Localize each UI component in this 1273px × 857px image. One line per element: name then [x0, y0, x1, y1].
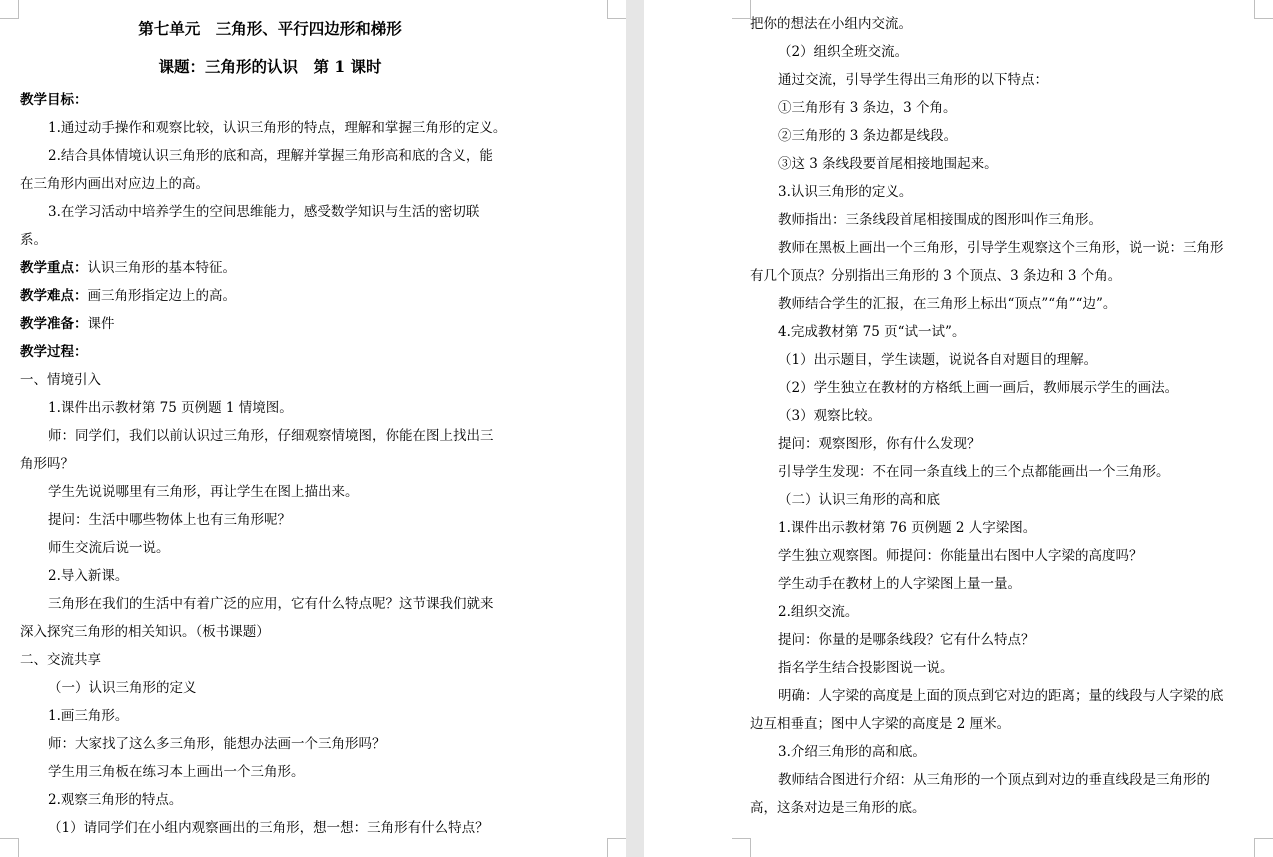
- paragraph: 3.在学习活动中培养学生的空间思维能力，感受数学知识与生活的密切联: [48, 204, 480, 220]
- paragraph: 2.结合具体情境认识三角形的底和高，理解并掌握三角形高和底的含义，能: [48, 148, 493, 164]
- paragraph: （1）出示题目，学生读题，说说各自对题目的理解。: [778, 352, 1098, 368]
- paragraph: 提问：你量的是哪条线段？它有什么特点？: [778, 632, 1035, 648]
- section-heading: 一、情境引入: [20, 372, 101, 388]
- paragraph: 提问：观察图形，你有什么发现？: [778, 436, 981, 452]
- paragraph: 通过交流，引导学生得出三角形的以下特点：: [778, 72, 1048, 88]
- subsection-heading: （一）认识三角形的定义: [48, 680, 197, 696]
- difficult-point-label: 教学难点：: [20, 288, 88, 304]
- heading-process-text: 教学过程：: [20, 344, 88, 360]
- paragraph: 有几个顶点？分别指出三角形的 3 个顶点、3 条边和 3 个角。: [750, 268, 1122, 284]
- paragraph: 1.画三角形。: [48, 708, 129, 724]
- page-corner-mark: [607, 838, 626, 857]
- paragraph: 3.介绍三角形的高和底。: [778, 744, 926, 760]
- list-item: ①三角形有 3 条边，3 个角。: [778, 100, 957, 116]
- page-corner-mark: [1254, 838, 1273, 857]
- paragraph: 把你的想法在小组内交流。: [750, 16, 912, 32]
- page-corner-mark: [732, 0, 751, 19]
- paragraph: 2.观察三角形的特点。: [48, 792, 183, 808]
- paragraph: 师生交流后说一说。: [48, 540, 170, 556]
- paragraph: 学生独立观察图。师提问：你能量出右图中人字梁的高度吗？: [778, 548, 1143, 564]
- lesson-title: 课题：三角形的认识 第 1 课时: [158, 57, 382, 76]
- paragraph: 3.认识三角形的定义。: [778, 184, 913, 200]
- paragraph: 边互相垂直；图中人字梁的高度是 2 厘米。: [750, 716, 1011, 732]
- difficult-point-text: 画三角形指定边上的高。: [87, 288, 236, 304]
- page-corner-mark: [0, 0, 19, 19]
- document-page-right: [644, 0, 1273, 857]
- unit-title: 第七单元 三角形、平行四边形和梯形: [138, 19, 402, 38]
- paragraph: 教师指出：三条线段首尾相接围成的图形叫作三角形。: [778, 212, 1102, 228]
- paragraph: 1.通过动手操作和观察比较，认识三角形的特点，理解和掌握三角形的定义。: [48, 120, 507, 136]
- page-corner-mark: [0, 838, 19, 857]
- paragraph: 1.课件出示教材第 76 页例题 2 人字梁图。: [778, 520, 1037, 536]
- key-point: [20, 258, 236, 278]
- paragraph: 学生动手在教材上的人字梁图上量一量。: [778, 576, 1021, 592]
- paragraph: 1.课件出示教材第 75 页例题 1 情境图。: [48, 400, 293, 416]
- preparation-text: 课件: [87, 316, 115, 332]
- subsection-heading: （二）认识三角形的高和底: [778, 492, 940, 508]
- difficult-point: [20, 286, 236, 306]
- paragraph: 提问：生活中哪些物体上也有三角形呢？: [48, 512, 291, 528]
- preparation: [20, 314, 115, 334]
- key-point-label: 教学重点：: [20, 260, 88, 276]
- paragraph: 高，这条对边是三角形的底。: [750, 800, 926, 816]
- paragraph: 教师结合图进行介绍：从三角形的一个顶点到对边的垂直线段是三角形的: [778, 772, 1210, 788]
- paragraph: 指名学生结合投影图说一说。: [778, 660, 954, 676]
- section-heading: 二、交流共享: [20, 652, 101, 668]
- paragraph: 学生用三角板在练习本上画出一个三角形。: [48, 764, 305, 780]
- paragraph: 教师在黑板上画出一个三角形，引导学生观察这个三角形，说一说：三角形: [778, 240, 1224, 256]
- paragraph: 三角形在我们的生活中有着广泛的应用，它有什么特点呢？这节课我们就来: [48, 596, 494, 612]
- document-page-left: [0, 0, 626, 857]
- heading-goals-text: 教学目标：: [20, 92, 88, 108]
- paragraph: （1）请同学们在小组内观察画出的三角形，想一想：三角形有什么特点？: [48, 820, 489, 836]
- page-corner-mark: [607, 0, 626, 19]
- page-corner-mark: [732, 838, 751, 857]
- paragraph: 教师结合学生的汇报，在三角形上标出“顶点”“角”“边”。: [778, 296, 1117, 312]
- paragraph: 2.导入新课。: [48, 568, 129, 584]
- paragraph: 明确：人字梁的高度是上面的顶点到它对边的距离；量的线段与人字梁的底: [778, 688, 1224, 704]
- list-item: ②三角形的 3 条边都是线段。: [778, 128, 958, 144]
- paragraph: 4.完成教材第 75 页“试一试”。: [778, 324, 966, 340]
- paragraph: （3）观察比较。: [778, 408, 882, 424]
- paragraph: 深入探究三角形的相关知识。（板书课题）: [20, 624, 270, 640]
- paragraph: 角形吗？: [20, 456, 74, 472]
- list-item: ③这 3 条线段要首尾相接地围起来。: [778, 156, 998, 172]
- page-corner-mark: [1254, 0, 1273, 19]
- paragraph: 师：大家找了这么多三角形，能想办法画一个三角形吗？: [48, 736, 386, 752]
- heading-goals: [20, 90, 88, 110]
- heading-process: [20, 342, 88, 362]
- key-point-text: 认识三角形的基本特征。: [87, 260, 236, 276]
- paragraph: （2）学生独立在教材的方格纸上画一画后，教师展示学生的画法。: [778, 380, 1179, 396]
- paragraph: 系。: [20, 232, 47, 248]
- paragraph: 2.组织交流。: [778, 604, 859, 620]
- paragraph: 引导学生发现：不在同一条直线上的三个点都能画出一个三角形。: [778, 464, 1170, 480]
- paragraph: 学生先说说哪里有三角形，再让学生在图上描出来。: [48, 484, 359, 500]
- paragraph: （2）组织全班交流。: [778, 44, 909, 60]
- preparation-label: 教学准备：: [20, 316, 88, 332]
- paragraph: 师：同学们，我们以前认识过三角形，仔细观察情境图，你能在图上找出三: [48, 428, 494, 444]
- paragraph: 在三角形内画出对应边上的高。: [20, 176, 209, 192]
